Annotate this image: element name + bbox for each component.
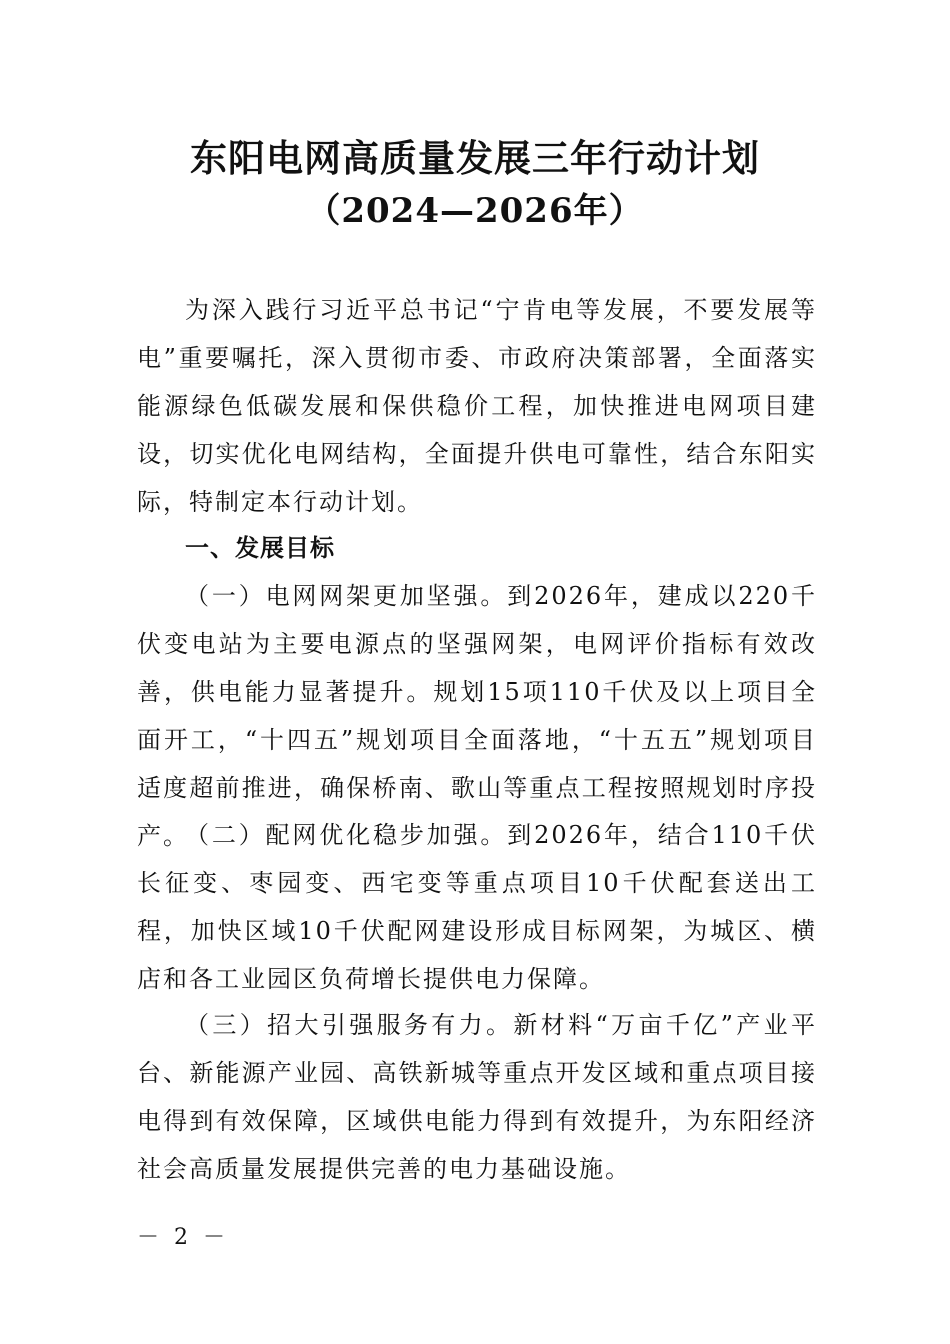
goal-paragraph-2 (137, 811, 817, 1003)
goal-text-2: 到2026年，结合110千伏长征变、枣园变、西宅变等重点项目10千伏配套送出工程，加快区域10千伏配网建设形成目标网架，为城区、横店和各工业园区负荷增长提供电力保障。 (137, 821, 817, 993)
intro-paragraph: 为深入践行习近平总书记“宁肯电等发展，不要发展等电”重要嘱托，深入贯彻市委、市政府决策部署，全面落实能源绿色低碳发展和保供稳价工程，加快推进电网项目建设，切实优化电网结构，全面提升供电可靠性，结合东阳实际，特制定本行动计划。 (137, 296, 817, 516)
goal-text-3: 新材料“万亩千亿”产业平台、新能源产业园、高铁新城等重点开发区域和重点项目接电得到有效保障，区域供电能力得到有效提升，为东阳经济社会高质量发展提供完善的电力基础设施。 (137, 1011, 818, 1183)
goal-paragraph-3 (137, 1001, 817, 1193)
section-heading-goals: 一、发展目标 (185, 534, 335, 562)
goal-text-1: 到2026年，建成以220千伏变电站为主要电源点的坚强网架，电网评价指标有效改善，供电能力显著提升。规划15项110千伏及以上项目全面开工，“十四五”规划项目全面落地，“十五五”规划项目适度超前推进，确保桥南、歌山等重点工程按照规划时序投产。 (137, 582, 817, 850)
goal-lead-2: （二）配网优化稳步加强。 (185, 821, 508, 849)
document-title: 东阳电网高质量发展三年行动计划 (190, 136, 760, 180)
document-subtitle-years: （2024—2026年） (306, 191, 644, 231)
goal-lead-3: （三）招大引强服务有力。 (185, 1011, 514, 1039)
goal-lead-1: （一）电网网架更加坚强。 (185, 582, 508, 610)
page-number: － 2 － (137, 1225, 229, 1250)
